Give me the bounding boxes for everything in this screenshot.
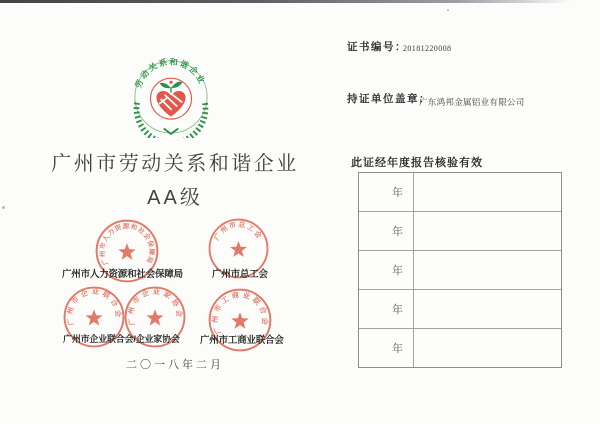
seal-label-industry-commerce: 广州市工商业联合会	[200, 335, 284, 346]
table-row	[359, 212, 561, 251]
scanner-edge-artifact	[0, 0, 570, 3]
apple-handshake-emblem-icon	[130, 56, 212, 138]
year-label: 年	[392, 265, 403, 277]
table-row	[359, 173, 561, 212]
year-label: 年	[392, 304, 403, 316]
blank-cell	[414, 329, 561, 367]
year-cell	[359, 173, 414, 211]
harmony-enterprise-logo	[130, 56, 212, 138]
cert-no-value: 20181220008	[403, 44, 452, 53]
table-row	[359, 329, 561, 367]
table-row	[359, 251, 561, 290]
verification-table	[358, 172, 562, 368]
certificate-title: 广州市劳动关系和谐企业	[51, 153, 299, 175]
seal-ring-text: 广州市总工会	[213, 221, 263, 242]
blank-cell	[414, 290, 561, 328]
seal-ring-text: 广州市人力资源和社会保障局	[99, 223, 155, 266]
verify-note: 此证经年度报告核验有效	[351, 157, 483, 169]
year-label: 年	[392, 343, 403, 355]
year-cell	[359, 251, 414, 289]
issue-date: 二〇一八年二月	[126, 359, 224, 371]
seal-ring-text: 广州市企业家协会	[127, 288, 182, 326]
certificate-grade: AA级	[147, 187, 203, 209]
blank-cell	[414, 173, 561, 211]
year-label: 年	[392, 226, 403, 238]
year-cell	[359, 329, 414, 367]
seal-label-trade-union: 广州市总工会	[212, 269, 268, 280]
seal-ring-text: 广州市企业联合会	[66, 288, 121, 326]
seal-label-hrss: 广州市人力资源和社会保障局	[62, 269, 183, 280]
logo-ring-text: 劳动关系和谐企业	[133, 57, 207, 90]
blank-cell	[414, 212, 561, 250]
scan-speck	[2, 206, 5, 209]
year-cell	[359, 290, 414, 328]
svg-text:广州市总工会	[212, 219, 265, 241]
seal-label-enterprise-federation: 广州市企业联合会/企业家协会	[63, 334, 180, 344]
blank-cell	[414, 251, 561, 289]
seal-ring-text: 广州市工商业联合会	[210, 289, 270, 336]
holder-value: 广东鸿邦金属铝业有限公司	[419, 97, 525, 107]
year-cell	[359, 212, 414, 250]
table-row	[359, 290, 561, 329]
scan-speck	[447, 9, 449, 11]
holder-label: 持证单位盖章：	[347, 93, 431, 105]
year-label: 年	[392, 187, 403, 199]
cert-no-label: 证书编号：	[347, 41, 407, 53]
